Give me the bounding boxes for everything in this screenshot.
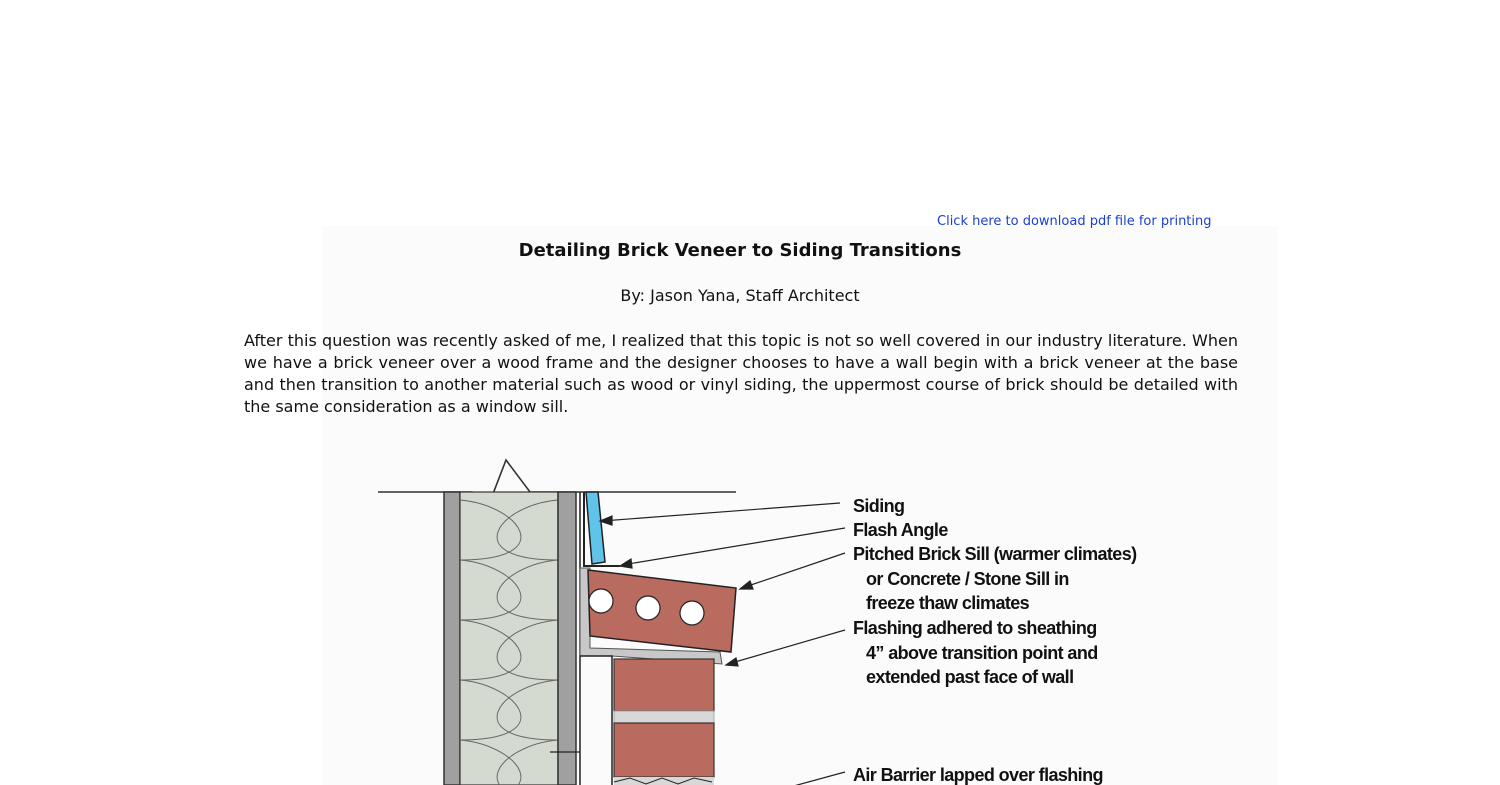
brick-course (614, 723, 714, 777)
sheathing (558, 492, 576, 785)
leader-siding (602, 503, 840, 521)
label-sill-line2: or Concrete / Stone Sill in (866, 569, 1069, 589)
brick-course (614, 659, 714, 711)
wall-stud (444, 492, 460, 785)
label-sill-line1: Pitched Brick Sill (warmer climates) (853, 544, 1137, 564)
label-sill-line3: freeze thaw climates (866, 593, 1030, 613)
label-flashing-line1: Flashing adhered to sheathing (853, 618, 1097, 638)
insulation-batt (460, 492, 558, 785)
label-flash-angle: Flash Angle (853, 520, 948, 540)
leader-air-barrier (790, 772, 845, 785)
label-siding: Siding (853, 496, 905, 516)
document-title: Detailing Brick Veneer to Siding Transitions (518, 240, 962, 261)
author-byline: By: Jason Yana, Staff Architect (620, 286, 860, 305)
leader-flash-angle (622, 528, 845, 565)
leader-flashing (728, 630, 845, 664)
leader-sill (742, 553, 845, 588)
intro-paragraph: After this question was recently asked of me, I realized that this topic is not so well covered in our industry literature. When we have a brick veneer over a wood frame and the designer chooses to have a wall begin with a brick veneer at the base and then transition to another material such as wood or vinyl siding, the uppermost course of brick should be detailed with the same consideration as a window sill. (244, 331, 1238, 416)
label-flashing-line2: 4” above transition point and (866, 643, 1098, 663)
pdf-download-link[interactable]: Click here to download pdf file for printing (937, 214, 1212, 228)
label-air-barrier: Air Barrier lapped over flashing (853, 765, 1103, 785)
mortar-joint (614, 711, 714, 723)
pitched-brick-sill (588, 570, 736, 652)
siding-board (586, 492, 605, 564)
label-flashing-line3: extended past face of wall (866, 667, 1074, 687)
